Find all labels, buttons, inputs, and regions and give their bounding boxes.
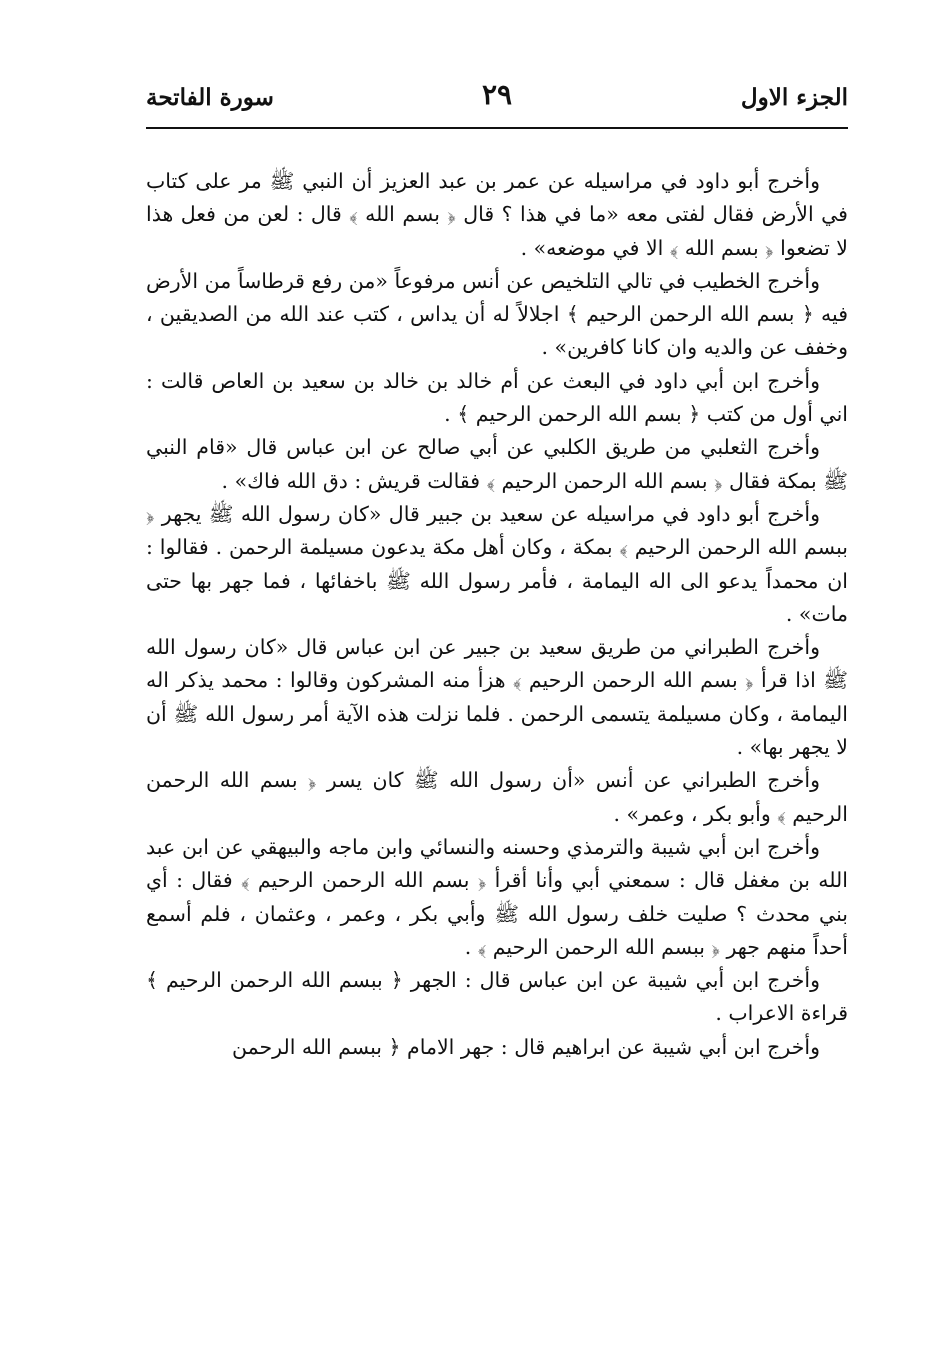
paragraph: وأخرج ابن أبي شيبة والترمذي وحسنه والنسائي وابن ماجه والبيهقي عن ابن عبد الله بن مغفل قال : سمعني أبي وأنا أقرأ ﴿ بسم الله الرحمن الرحيم ﴾ فقال : أي بني محدث ؟ صليت خلف رسول الله ﷺ وأبي بكر ، وعمر ، وعثمان ، فلم أسمع أحداً منهم جهر ﴿ ببسم الله الرحمن الرحيم ﴾ . bbox=[146, 834, 848, 959]
paragraph: وأخرج الطبراني عن أنس «أن رسول الله ﷺ كان يسر ﴿ بسم الله الرحمن الرحيم ﴾ وأبو بكر ، وعمر» . bbox=[146, 768, 848, 826]
page-header bbox=[146, 78, 848, 124]
paragraph: وأخرج أبو داود في مراسيله عن عمر بن عبد العزيز أن النبي ﷺ مر على كتاب في الأرض فقال لفتى معه «ما في هذا ؟ قال ﴿ بسم الله ﴾ قال : لعن من فعل هذا لا تضعوا ﴿ بسم الله ﴾ الا في موضعه» . bbox=[146, 169, 848, 260]
paragraph: وأخرج أبو داود في مراسيله عن سعيد بن جبير قال «كان رسول الله ﷺ يجهر ﴿ ببسم الله الرحمن الرحيم ﴾ بمكة ، وكان أهل مكة يدعون مسيلمة الرحمن . فقالوا : ان محمداً يدعو الى اله اليمامة ، فأمر رسول الله ﷺ باخفائها ، فما جهر بها حتى مات» . bbox=[146, 501, 848, 626]
paragraph: وأخرج الطبراني من طريق سعيد بن جبير عن ابن عباس قال «كان رسول الله ﷺ اذا قرأ ﴿ بسم الله الرحمن الرحيم ﴾ هزأ منه المشركون وقالوا : محمد يذكر اله اليمامة ، وكان مسيلمة يتسمى الرحمن . فلما نزلت هذه الآية أمر رسول الله ﷺ أن لا يجهر بها» . bbox=[146, 635, 848, 760]
body-text bbox=[146, 165, 848, 1064]
page-number: ٢٩ bbox=[481, 78, 513, 111]
header-divider bbox=[146, 127, 848, 129]
volume-label: الجزء الاول bbox=[740, 84, 848, 111]
paragraph: وأخرج ابن أبي شيبة عن ابن عباس قال : الجهر ﴿ ببسم الله الرحمن الرحيم ﴾ قراءة الاعراب . bbox=[146, 968, 848, 1026]
paragraph: وأخرج الثعلبي من طريق الكلبي عن أبي صالح عن ابن عباس قال «قام النبي ﷺ بمكة فقال ﴿ بسم الله الرحمن الرحيم ﴾ فقالت قريش : دق الله فاك» . bbox=[146, 435, 848, 493]
paragraph: وأخرج ابن أبي داود في البعث عن أم خالد بن خالد بن سعيد بن العاص قالت : اني أول من كتب ﴿ بسم الله الرحمن الرحيم ﴾ . bbox=[146, 368, 848, 427]
surah-title: سورة الفاتحة bbox=[146, 84, 274, 111]
paragraph: وأخرج ابن أبي شيبة عن ابراهيم قال : جهر الامام ﴿ ببسم الله الرحمن bbox=[232, 1034, 820, 1059]
paragraph: وأخرج الخطيب في تالي التلخيص عن أنس مرفوعاً «من رفع قرطاساً من الأرض فيه ﴿ بسم الله الرحمن الرحيم ﴾ اجلالاً له أن يداس ، كتب عند الله من الصديقين ، وخفف عن والديه وان كانا كافرين» . bbox=[146, 268, 848, 360]
